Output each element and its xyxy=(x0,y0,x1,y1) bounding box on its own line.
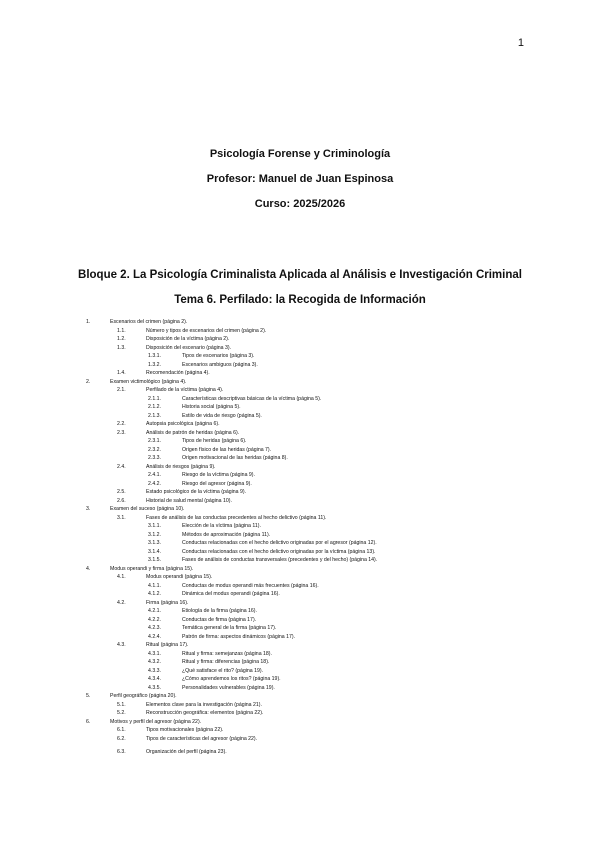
toc-entry-number: 4.1. xyxy=(117,574,126,580)
toc-entry-number: 4.2. xyxy=(117,599,126,606)
toc-entry-text: Métodos de aproximación (página 11). xyxy=(182,531,271,538)
toc-entry-text: Firma (página 16). xyxy=(146,599,189,606)
professor-line: Profesor: Manuel de Juan Espinosa xyxy=(206,173,394,185)
toc-entry-number: 5.1. xyxy=(117,701,126,708)
toc-entry-number: 2.3.1. xyxy=(148,438,161,444)
toc-entry-number: 4.3.2. xyxy=(148,659,161,665)
toc-entry-number: 3.1.3. xyxy=(148,540,161,546)
toc-entry-text: Riesgo de la víctima (página 9). xyxy=(182,472,255,478)
toc-entry-text: Historia social (página 5). xyxy=(182,404,241,410)
toc-entry-text: Reconstrucción geográfica: elementos (página 22). xyxy=(146,710,264,716)
toc-entry-text: Organización del perfil (página 23). xyxy=(146,749,227,755)
toc-entry-number: 2. xyxy=(86,378,91,385)
toc-entry-number: 4.3.1. xyxy=(148,650,161,657)
toc-entry-number: 1.4. xyxy=(117,370,126,376)
course-title: Psicología Forense y Criminología xyxy=(209,148,391,160)
toc-entry-number: 3.1. xyxy=(117,514,126,521)
toc-entry-text: Examen victimológico (página 4). xyxy=(110,378,187,385)
toc-entry-number: 1.3.2. xyxy=(148,361,161,368)
toc-entry-text: Conductas de firma (página 17). xyxy=(182,616,257,623)
toc-entry-text: Recomendación (página 4). xyxy=(146,370,210,376)
toc-entry-text: Origen físico de las heridas (página 7). xyxy=(182,446,272,453)
toc-entry-number: 3.1.2. xyxy=(148,531,161,538)
toc-entry-text: Patrón de firma: aspectos dinámicos (página 17). xyxy=(182,633,296,640)
toc-entry-text: Modus operandi (página 15). xyxy=(146,574,213,580)
toc-entry-text: Fases de análisis de conductas transversales (precedentes y del hecho) (página 14). xyxy=(182,557,378,563)
toc-entry-number: 2.3.3. xyxy=(148,455,161,461)
toc-entry-number: 2.1.3. xyxy=(148,412,161,419)
toc-entry-text: Etiología de la firma (página 16). xyxy=(182,608,257,614)
toc-entry-number: 6.3. xyxy=(117,749,126,755)
toc-entry-number: 5. xyxy=(86,693,91,699)
toc-entry-number: 2.5. xyxy=(117,489,126,495)
toc-entry-number: 6.2. xyxy=(117,735,126,742)
toc-entry-text: Motivos y perfil del agresor (página 22). xyxy=(110,718,202,725)
toc-entry-text: Conductas relacionadas con el hecho delictivo originadas por la víctima (página 13). xyxy=(182,548,376,555)
toc-entry-text: Examen del suceso (página 10). xyxy=(110,506,185,512)
toc-entry-text: Elementos clave para la investigación (página 21). xyxy=(146,701,262,708)
toc-entry-text: Disposición de la víctima (página 2). xyxy=(146,336,230,342)
toc-entry-number: 3.1.5. xyxy=(148,557,161,563)
toc-entry-number: 1.2. xyxy=(117,336,126,342)
toc-entry-text: Ritual (página 17). xyxy=(146,642,189,648)
toc-entry-text: Riesgo del agresor (página 9). xyxy=(182,480,252,487)
toc-entry-number: 4.1.2. xyxy=(148,591,161,597)
toc-entry-number: 1.3.1. xyxy=(148,353,161,359)
toc-entry-number: 2.4.1. xyxy=(148,472,161,478)
toc-entry-text: Tipos de escenarios (página 3). xyxy=(182,353,255,359)
toc-entry-number: 2.6. xyxy=(117,497,126,504)
toc-entry-text: Conductas de modus operandi más frecuentes (página 16). xyxy=(182,582,319,589)
toc-entry-number: 2.2. xyxy=(117,421,126,427)
toc-entry-text: ¿Qué satisface el rito? (página 19). xyxy=(182,667,264,674)
toc-entry-number: 2.1.2. xyxy=(148,404,161,410)
toc-entry-number: 3. xyxy=(86,506,91,512)
toc-entry-text: Escenarios ambiguos (página 3). xyxy=(182,361,258,368)
toc-entry-text: Características descriptivas básicas de la víctima (página 5). xyxy=(182,395,322,402)
toc-entry-text: Historial de salud mental (página 10). xyxy=(146,497,232,504)
toc-entry-text: Tipos de características del agresor (página 22). xyxy=(146,735,258,742)
toc-entry-text: Análisis de riesgos (página 9). xyxy=(146,463,216,470)
toc-entry-text: Ritual y firma: semejanzas (página 18). xyxy=(182,650,272,657)
toc-entry-number: 4.3. xyxy=(117,642,126,648)
toc-entry-number: 2.4.2. xyxy=(148,480,161,487)
toc-entry-number: 6. xyxy=(86,718,91,725)
toc-entry-number: 2.4. xyxy=(117,463,126,470)
toc-entry-text: Autopsia psicológica (página 6). xyxy=(146,421,220,427)
toc-entry-number: 4.1.1. xyxy=(148,582,161,589)
toc-entry-number: 1.3. xyxy=(117,344,126,351)
toc-entry-text: Dinámica del modus operandi (página 16). xyxy=(182,591,280,597)
toc-entry-text: Tipos motivacionales (página 22). xyxy=(146,727,224,733)
toc-entry-number: 4.2.2. xyxy=(148,616,161,623)
toc-entry-number: 5.2. xyxy=(117,710,126,716)
toc-entry-number: 4.2.1. xyxy=(148,608,161,614)
topic-title: Tema 6. Perfilado: la Recogida de Información xyxy=(174,294,426,306)
toc-entry-number: 4.3.5. xyxy=(148,684,161,691)
block-title: Bloque 2. La Psicología Criminalista Aplicada al Análisis e Investigación Criminal xyxy=(78,269,522,281)
toc-entry-number: 4.2.4. xyxy=(148,633,161,640)
toc-entry-text: Origen motivacional de las heridas (página 8). xyxy=(182,455,288,461)
toc-entry-text: Perfilado de la víctima (página 4). xyxy=(146,387,224,393)
toc-entry-number: 2.3. xyxy=(117,429,126,436)
toc-entry-text: Estado psicológico de la víctima (página 9). xyxy=(146,489,247,495)
toc-entry-number: 4.2.3. xyxy=(148,625,161,631)
toc-entry-number: 3.1.1. xyxy=(148,523,161,529)
course-year: Curso: 2025/2026 xyxy=(254,198,346,210)
toc-entry-number: 4. xyxy=(86,565,91,572)
toc-entry-number: 1.1. xyxy=(117,327,126,334)
toc-entry-text: Elección de la víctima (página 11). xyxy=(182,523,261,529)
toc-entry-text: Modus operandi y firma (página 15). xyxy=(110,565,194,572)
toc-entry-number: 4.3.3. xyxy=(148,667,161,674)
toc-entry-text: Ritual y firma: diferencias (página 18). xyxy=(182,659,270,665)
toc-entry-text: Fases de análisis de las conductas precedentes al hecho delictivo (página 11). xyxy=(146,514,327,521)
toc-entry-text: Temática general de la firma (página 17). xyxy=(182,625,277,631)
toc-entry-number: 6.1. xyxy=(117,727,126,733)
toc-entry-text: Tipos de heridas (página 6). xyxy=(182,438,247,444)
page-number: 1 xyxy=(517,37,524,49)
toc-entry-number: 3.1.4. xyxy=(148,548,161,555)
toc-entry-number: 1. xyxy=(86,319,91,325)
toc-entry-number: 4.3.4. xyxy=(148,676,161,682)
toc-entry-text: Análisis de patrón de heridas (página 6). xyxy=(146,429,240,436)
toc-entry-number: 2.3.2. xyxy=(148,446,161,453)
toc-entry-text: Disposición del escenario (página 3). xyxy=(146,344,232,351)
toc-entry-text: Personalidades vulnerables (página 19). xyxy=(182,684,275,691)
toc-entry-number: 2.1. xyxy=(117,387,126,393)
toc-entry-text: Número y tipos de escenarios del crimen (página 2). xyxy=(146,327,267,334)
toc-entry-text: Perfil geográfico (página 20). xyxy=(110,693,177,699)
toc-entry-text: Conductas relacionadas con el hecho delictivo originadas por el agresor (página 12). xyxy=(182,540,377,546)
toc-entry-text: Estilo de vida de riesgo (página 5). xyxy=(182,412,262,419)
toc-entry-text: Escenarios del crimen (página 2). xyxy=(110,319,188,325)
toc-entry-text: ¿Cómo aprendemos los ritos? (página 19). xyxy=(182,676,281,682)
toc-entry-number: 2.1.1. xyxy=(148,395,161,402)
